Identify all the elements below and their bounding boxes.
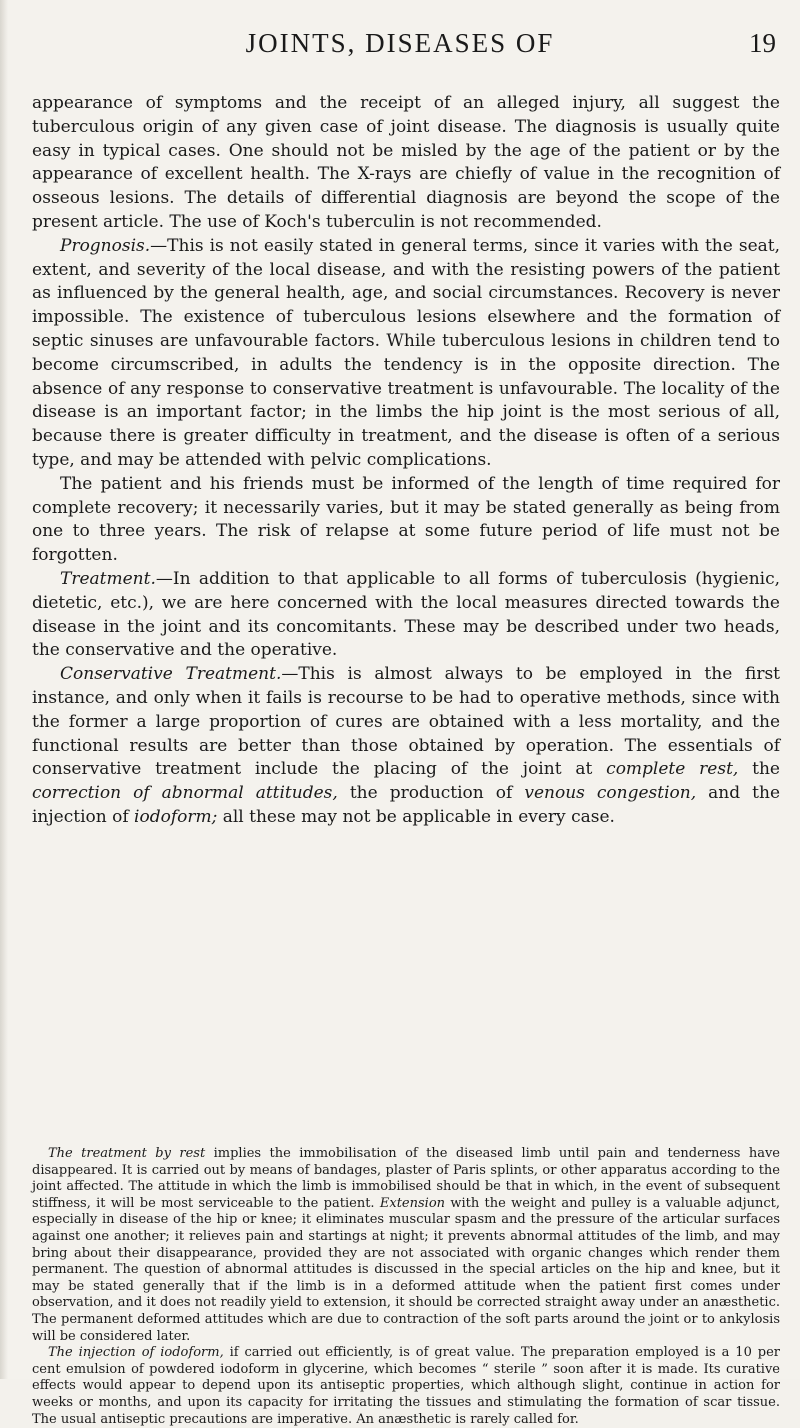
running-header — [0, 28, 800, 58]
section-heading-treatment: Treatment. — [60, 568, 156, 589]
paragraph-text: if carried out efficiently, is of great value. The preparation employed is a 10 per cent emulsion of powdered iodoform in glycerine, which becomes “ sterile ” soon after it is made. Its curative effects would appear to depend upon its antiseptic properties, which although slight, continue in action for weeks or months, and upon its capacity for irritating the tissues and stimulating the formation of scar tissue. The usual antiseptic precautions are imperative. An anæsthetic is rarely called for. — [32, 1345, 780, 1427]
paragraph-text: and the injection of — [32, 783, 781, 827]
paragraph-text: —This is not easily stated in general terms, since it varies with the seat, extent, and severity of the local disease, and with the resisting powers of the patient as influenced by the general health, age, and social circumstances. Recovery is never impossible. The existence of tuberculous lesions elsewhere and the formation of septic sinuses are unfavourable factors. While tuberculous lesions in children tend to become circumscribed, in adults the tendency is in the opposite direction. The absence of any response to conservative treatment is unfavourable. The locality of the disease is an important factor; in the limbs the hip joint is the most serious of all, because there is greater difficulty in treatment, and the disease is often of a serious type, and may be attended with pelvic complications. — [32, 235, 780, 470]
small-print-section — [32, 1146, 780, 1428]
section-heading-prognosis: Prognosis. — [60, 235, 151, 256]
paragraph-prognosis — [32, 235, 780, 473]
paragraph-text: the — [738, 759, 780, 780]
paragraph-diagnosis-continued — [32, 92, 780, 235]
paragraph-recovery-time — [32, 473, 780, 568]
subheading-treatment-by-rest: The treatment by rest — [48, 1146, 206, 1161]
paragraph-text: —This is almost always to be employed in the first instance, and only when it fails is recourse to be had to operative methods, since with the former a large proportion of cures are obtained with a less mortality, and the functional results are better than those obtained by operation. The essentials of conservative treatment include the placing of the joint at — [32, 664, 780, 780]
paragraph-text: The patient and his friends must be informed of the length of time required for complete recovery; it necessarily varies, but it may be stated generally as being from one to three years. The risk of relapse at some future period of life must not be forgotten. — [32, 473, 780, 566]
paragraph-text: —In addition to that applicable to all forms of tuberculosis (hygienic, dietetic, etc.), we are here concerned with the local measures directed towards the disease in the joint and its concomitants. These may be described under two heads, the conservative and the operative. — [32, 568, 780, 661]
section-heading-conservative: Conservative Treatment. — [60, 664, 282, 685]
emphasis-text: venous congestion, — [524, 783, 697, 804]
paragraph-text: with the weight and pulley is a valuable adjunct, especially in disease of the hip or knee; it eliminates muscular spasm and the pressure of the articular surfaces against one another; it relieves pain and startings at night; it prevents abnormal attitudes of the limb, and may bring about their disappearance, provided they are not associated with organic changes which render them permanent. The question of abnormal attitudes is discussed in the special articles on the hip and knee, but it may be stated generally that if the limb is in a deformed attitude when the patient first comes under observation, and it does not readily yield to extension, it should be corrected straight away under an anæsthetic. The permanent deformed attitudes which are due to contraction of the soft parts around the joint or to ankylosis will be considered later. — [32, 1195, 780, 1344]
page-number: 19 — [749, 28, 776, 58]
paragraph-injection-iodoform — [32, 1345, 780, 1428]
paragraph-text: the production of — [337, 783, 525, 804]
main-text — [32, 92, 780, 830]
paragraph-conservative-treatment — [32, 663, 780, 830]
running-title: JOINTS, DISEASES OF — [245, 28, 555, 58]
page-binding-edge — [0, 0, 8, 1379]
emphasis-text: correction of abnormal attitudes, — [32, 783, 338, 804]
paragraph-treatment-by-rest — [32, 1146, 780, 1345]
paragraph-text: implies the immobilisation of the diseased limb until pain and tenderness have disappeared. It is carried out by means of bandages, plaster of Paris splints, or other apparatus according to the joint affected. The attitude in which the limb is immobilised should be that in which, in the event of subsequent stiffness, it will be most serviceable to the patient. — [32, 1146, 780, 1211]
emphasis-text: complete rest, — [606, 759, 739, 780]
paragraph-treatment — [32, 568, 780, 663]
paragraph-text: appearance of symptoms and the receipt of an alleged injury, all suggest the tuberculous origin of any given case of joint disease. The diagnosis is usually quite easy in typical cases. One should not be misled by the age of the patient or by the appearance of excellent health. The X-rays are chiefly of value in the recognition of osseous lesions. The details of differential diagnosis are beyond the scope of the present article. The use of Koch's tuberculin is not recommended. — [32, 93, 780, 232]
emphasis-text: iodoform; — [134, 806, 218, 827]
emphasis-text: Extension — [379, 1195, 446, 1211]
subheading-injection-iodoform: The injection of iodoform, — [48, 1345, 224, 1361]
paragraph-text: all these may not be applicable in every case. — [217, 806, 615, 827]
